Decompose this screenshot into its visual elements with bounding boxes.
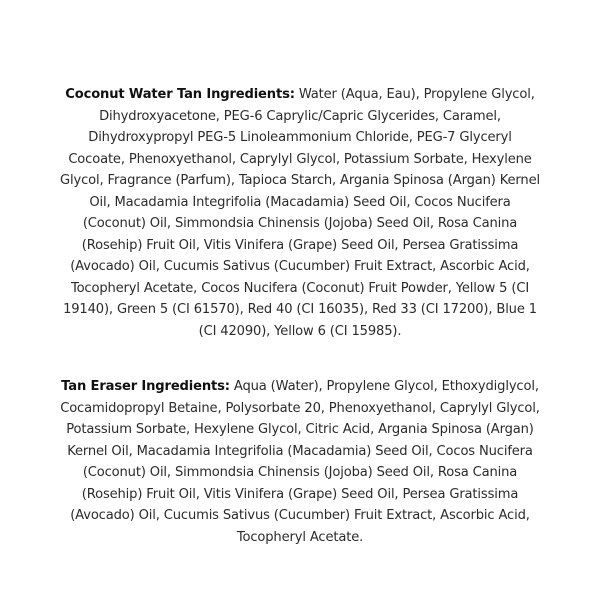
tan-eraser-ingredient-list: Aqua (Water), Propylene Glycol, Ethoxydiglycol, Cocamidopropyl Betaine, Polysorbate 20, Phenoxyethanol, Caprylyl Glycol, Potassium Sorbate, Hexylene Glycol, Citric Acid, Argania Spinosa (Argan) Kernel Oil, Macadamia Integrifolia (Macadamia) Seed Oil, Cocos Nucifera (Coconut) Oil, Simmondsia Chinensis (Jojoba) Seed Oil, Rosa Canina (Rosehip) Fruit Oil, Vitis Vinifera (Grape) Seed Oil, Persea Gratissima (Avocado) Oil, Cucumis Sativus (Cucumber) Fruit Extract, Ascorbic Acid, Tocopheryl Acetate. [60,379,540,545]
ingredients-document [60,84,540,548]
tan-eraser-ingredients [60,376,540,548]
coconut-water-tan-ingredients [60,84,540,342]
tan-eraser-heading: Tan Eraser Ingredients: [61,379,230,394]
coconut-water-tan-ingredient-list: Water (Aqua, Eau), Propylene Glycol, Dihydroxyacetone, PEG-6 Caprylic/Capric Glycerides, Caramel, Dihydroxypropyl PEG-5 Linoleammonium Chloride, PEG-7 Glyceryl Cocoate, Phenoxyethanol, Caprylyl Glycol, Potassium Sorbate, Hexylene Glycol, Fragrance (Parfum), Tapioca Starch, Argania Spinosa (Argan) Kernel Oil, Macadamia Integrifolia (Macadamia) Seed Oil, Cocos Nucifera (Coconut) Oil, Simmondsia Chinensis (Jojoba) Seed Oil, Rosa Canina (Rosehip) Fruit Oil, Vitis Vinifera (Grape) Seed Oil, Persea Gratissima (Avocado) Oil, Cucumis Sativus (Cucumber) Fruit Extract, Ascorbic Acid, Tocopheryl Acetate, Cocos Nucifera (Coconut) Fruit Powder, Yellow 5 (CI 19140), Green 5 (CI 61570), Red 40 (CI 16035), Red 33 (CI 17200), Blue 1 (CI 42090), Yellow 6 (CI 15985). [60,87,540,339]
coconut-water-tan-heading: Coconut Water Tan Ingredients: [65,87,295,102]
